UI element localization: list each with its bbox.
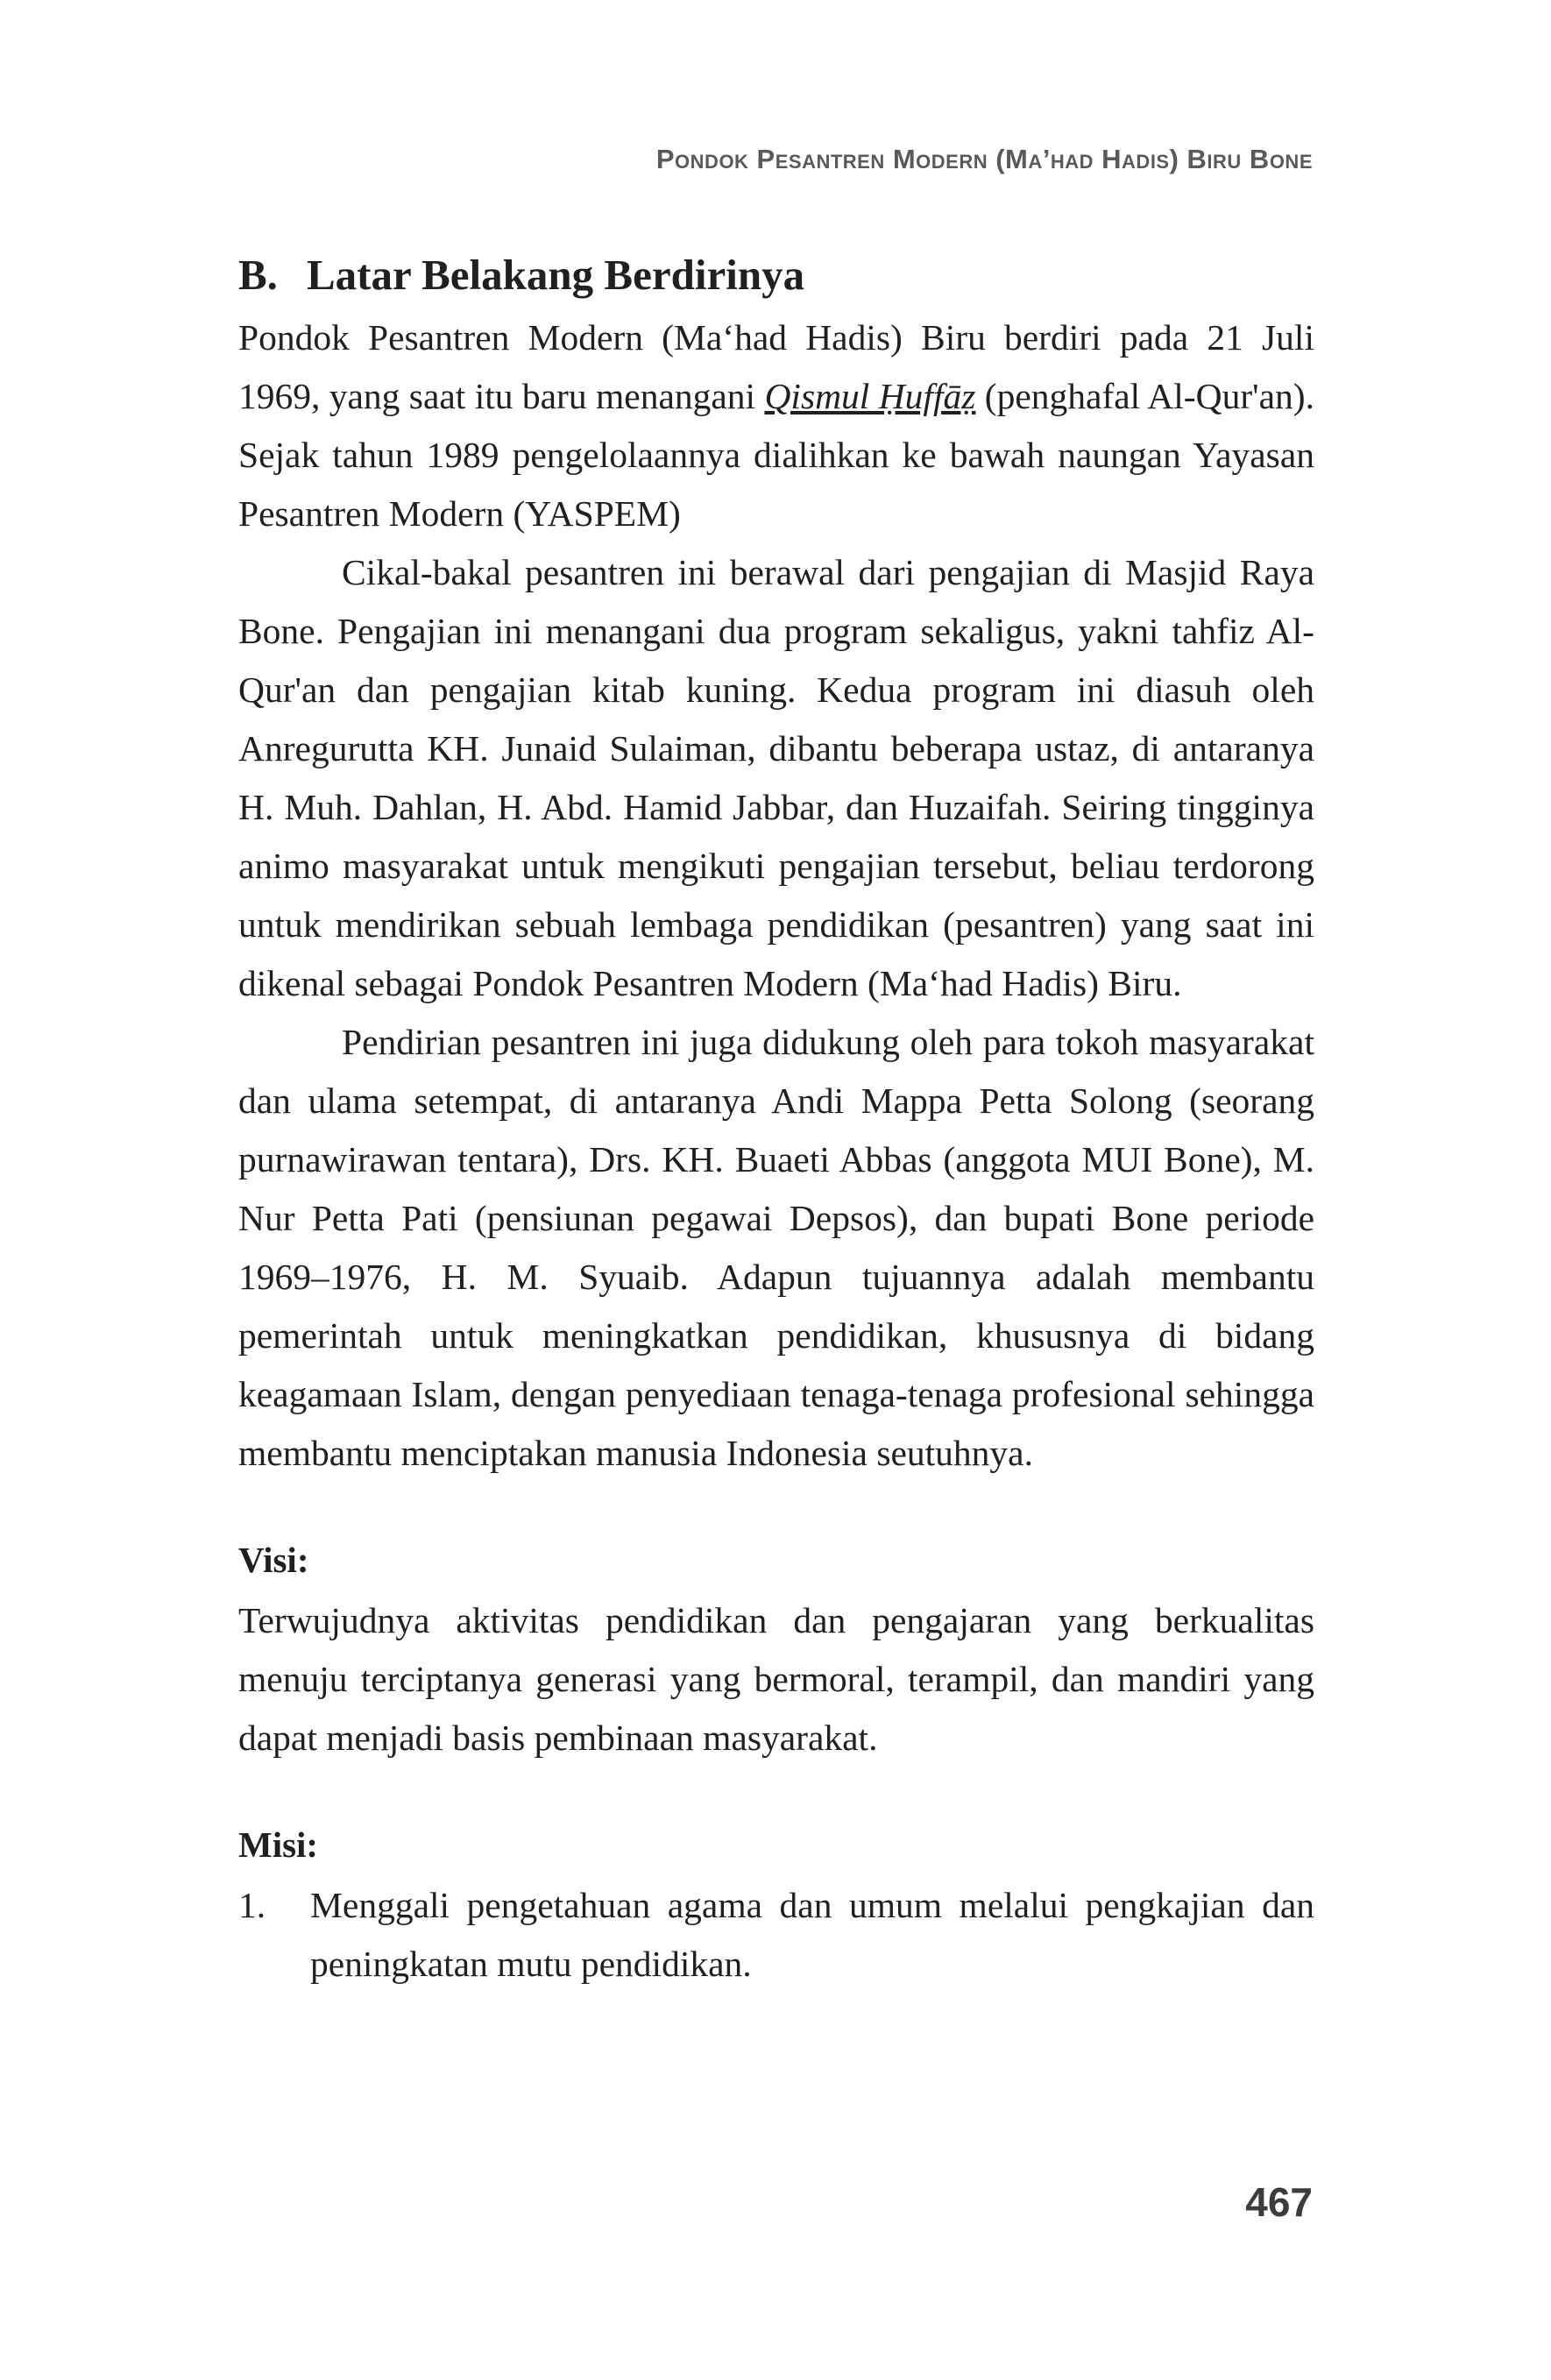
section-title: Latar Belakang Berdirinya <box>307 251 805 299</box>
paragraph-1-italic-term: Qismul Ḥuffāẓ <box>764 376 976 416</box>
list-item <box>238 1876 1314 1994</box>
running-header: Pondok Pesantren Modern (Ma’had Hadis) Biru Bone <box>655 144 1313 174</box>
paragraph-2: Cikal-bakal pesantren ini berawal dari pengajian di Masjid Raya Bone. Pengajian ini menangani dua program sekaligus, yakni tahfiz Al-Qur'an dan pengajian kitab kuning. Kedua program ini diasuh oleh Anregurutta KH. Junaid Sulaiman, dibantu beberapa ustaz, di antaranya H. Muh. Dahlan, H. Abd. Hamid Jabbar, dan Huzaifah. Seiring tingginya animo masyarakat untuk mengikuti pengajian tersebut, beliau terdorong untuk mendirikan sebuah lembaga pendidikan (pesantren) yang saat ini dikenal sebagai Pondok Pesantren Modern (Ma‘had Hadis) Biru. <box>238 552 1314 1003</box>
paragraph-1-start: Pondok Pesantren Modern (Ma‘had Hadis) Biru berdiri pada 21 Juli 1969, yang saat itu baru menangani <box>238 317 1314 416</box>
misi-heading: Misi: <box>238 1824 319 1865</box>
page-content <box>238 245 1314 1994</box>
misi-list <box>238 1876 1314 1994</box>
visi-text: Terwujudnya aktivitas pendidikan dan pengajaran yang berkualitas menuju terciptanya generasi yang bermoral, terampil, dan mandiri yang dapat menjadi basis pembinaan masyarakat. <box>238 1600 1314 1758</box>
visi-heading: Visi: <box>238 1540 309 1580</box>
paragraph-3: Pendirian pesantren ini juga didukung oleh para tokoh masyarakat dan ulama setempat, di antaranya Andi Mappa Petta Solong (seorang purnawirawan tentara), Drs. KH. Buaeti Abbas (anggota MUI Bone), M. Nur Petta Pati (pensiunan pegawai Depsos), dan bupati Bone periode 1969–1976, H. M. Syuaib. Adapun tujuannya adalah membantu pemerintah untuk meningkatkan pendidikan, khususnya di bidang keagamaan Islam, dengan penyediaan tenaga-tenaga profesional sehingga membantu menciptakan manusia Indonesia seutuhnya. <box>238 1022 1314 1473</box>
section-number: B. <box>238 251 278 299</box>
section-heading <box>238 245 1314 305</box>
page-number: 467 <box>1245 2179 1313 2225</box>
list-item-number: 1. <box>238 1885 266 1925</box>
paragraph-1-end: (penghafal Al-Qur'an). Sejak tahun 1989 pengelolaannya dialihkan ke bawah naungan Yayasan Pesantren Modern (YASPEM) <box>238 376 1314 534</box>
paragraph-1 <box>238 308 1314 543</box>
list-item-text: Menggali pengetahuan agama dan umum melalui pengkajian dan peningkatan mutu pendidikan. <box>310 1885 1314 1984</box>
